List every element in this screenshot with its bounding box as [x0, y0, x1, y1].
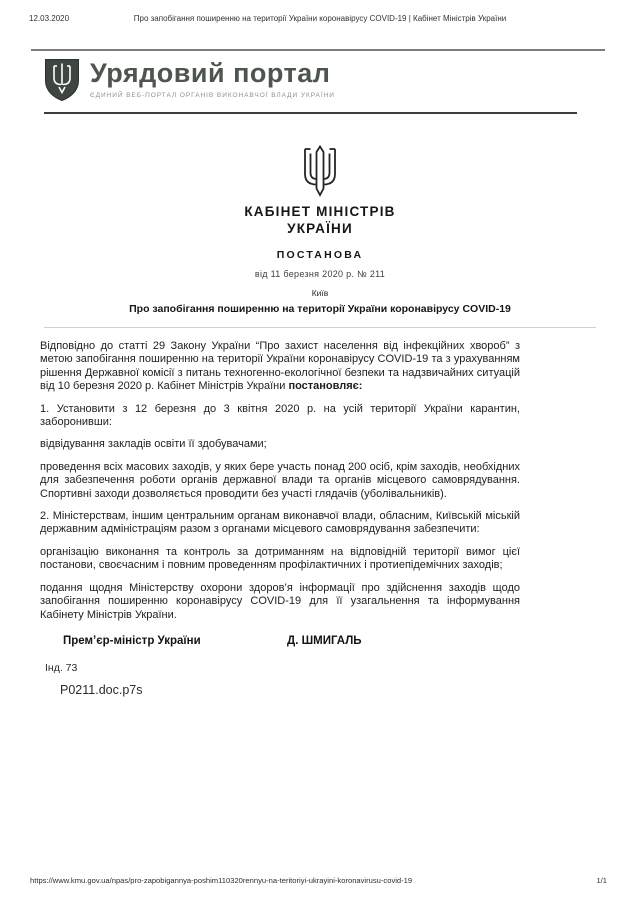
logo-text-block — [90, 58, 335, 99]
site-header — [44, 58, 335, 102]
trident-shield-icon — [44, 58, 80, 102]
trident-emblem-icon — [0, 145, 640, 202]
doc-date-number: від 11 березня 2020 р. № 211 — [254, 269, 386, 279]
logo-divider — [44, 112, 577, 114]
doc-file: P0211.doc.p7s — [60, 683, 143, 698]
doc-type: ПОСТАНОВА — [276, 249, 364, 261]
print-footer-url: https://www.kmu.gov.ua/npas/pro-zapobigannya-poshim110320rennyu-na-teritoriyi-ukrayini-koronavirusu-covid-19 — [30, 876, 413, 885]
paragraph-item-5: організацію виконання та контроль за дотриманням на відповідній території вимог цієї постанови, своєчасним і повним проведенням профілактичних і протиепідемічних заходів; — [40, 545, 520, 572]
print-page-title: Про запобігання поширенню на території України коронавірусу COVID-19 | Кабінет Міністрів України — [133, 14, 507, 23]
doc-index: Інд. 73 — [45, 661, 78, 674]
paragraph-item-6: подання щодня Міністерству охорони здоров’я інформації про здійснення заходів щодо запобігання поширенню коронавірусу COVID-19 для її узагальнення та інформування Кабінету Міністрів України. — [40, 581, 520, 621]
paragraph-item-4: 2. Міністерствам, іншим центральним органам виконавчої влади, обласним, Київській міській державним адміністраціям разом з органами місцевого самоврядування забезпечити: — [40, 510, 520, 536]
doc-city: Київ — [311, 288, 329, 298]
paragraph-item-3: проведення всіх масових заходів, у яких бере участь понад 200 осіб, крім заходів, необхідних для забезпечення роботи органів державної влади та органів місцевого самоврядування. Спортивні заходи дозволяється проводити без участі глядачів (уболівальників). — [40, 460, 520, 500]
print-date: 12.03.2020 — [29, 14, 70, 23]
paragraph-intro-text: Відповідно до статті 29 Закону України “Про захист населення від інфекційних хвороб” з метою запобігання поширенню на території України коронавірусу COVID-19 та з урахуванням рішення Державної комісії з питань техногенно-екологічної безпеки та надзвичайних ситуацій від 10 березня 2020 р. Кабінет Міністрів України — [40, 340, 520, 393]
paragraph-item-1: 1. Установити з 12 березня до 3 квітня 2020 р. на усій території України карантин, заборонивши: — [40, 402, 520, 429]
logo-title: Урядовий портал — [90, 58, 331, 88]
signature-name: Д. ШМИГАЛЬ — [287, 634, 362, 647]
print-footer — [0, 876, 640, 888]
paragraph-item-2: відвідування закладів освіти її здобувачами; — [40, 438, 267, 451]
org-name-line2: УКРАЇНИ — [287, 221, 353, 236]
org-name — [0, 203, 640, 237]
signature-row — [40, 635, 520, 649]
doc-body — [40, 340, 520, 698]
doc-title: Про запобігання поширенню на території України коронавірусу COVID-19 — [129, 303, 511, 315]
org-name-line1: КАБІНЕТ МІНІСТРІВ — [244, 204, 396, 219]
paragraph-intro-bold: постановляє: — [288, 380, 363, 393]
title-divider — [44, 327, 596, 328]
print-footer-page: 1/1 — [596, 876, 607, 885]
header-divider — [31, 49, 605, 51]
paragraph-intro — [40, 340, 520, 394]
signature-position: Прем’єр-міністр України — [63, 634, 201, 647]
print-header — [0, 14, 640, 26]
logo-tagline: ЄДИНИЙ ВЕБ-ПОРТАЛ ОРГАНІВ ВИКОНАВЧОЇ ВЛАДИ УКРАЇНИ — [90, 92, 335, 99]
